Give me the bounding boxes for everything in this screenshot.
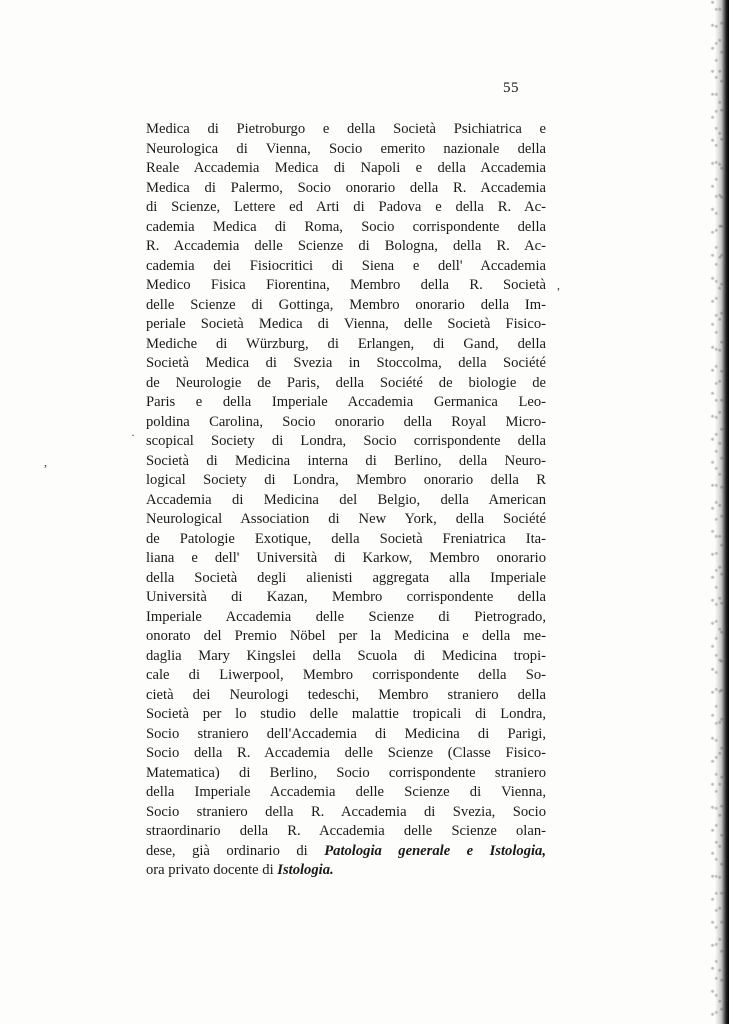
text-line: Neurologica di Vienna, Socio emerito nazionale della: [146, 140, 546, 157]
body-paragraph: [146, 120, 546, 881]
text-line: Socio straniero della R. Accademia di Svezia, Socio: [146, 803, 546, 820]
text-line: Socio straniero dell'Accademia di Medicina di Parigi,: [146, 725, 546, 742]
text-line: de Neurologie de Paris, della Société de biologie de: [146, 374, 546, 391]
text-line: della Società degli alienisti aggregata alla Imperiale: [146, 569, 546, 586]
text-line: Società di Medicina interna di Berlino, della Neuro-: [146, 452, 546, 469]
text-line: cademia dei Fisiocritici di Siena e dell' Accademia: [146, 257, 546, 274]
text-line: delle Scienze di Gottinga, Membro onorario della Im-: [146, 296, 546, 313]
italic-subject: Istologia.: [277, 862, 334, 878]
text-line: straordinario della R. Accademia delle Scienze olan-: [146, 823, 546, 839]
text-line: Matematica) di Berlino, Socio corrispondente straniero: [146, 764, 546, 781]
text-line: Società per lo studio delle malattie tropicali di Londra,: [146, 706, 546, 722]
text-line: Mediche di Würzburg, di Erlangen, di Gand, della: [146, 335, 546, 352]
text-line: Medica di Palermo, Socio onorario della R. Accademia: [146, 179, 546, 196]
text-line: R. Accademia delle Scienze di Bologna, della R. Ac-: [146, 238, 546, 254]
text-line-prefix: dese, già ordinario di: [146, 842, 325, 859]
text-line: [146, 861, 546, 881]
text-line: [146, 842, 546, 862]
scan-speck: ·: [131, 428, 135, 442]
text-line: liana e dell' Università di Karkow, Membro onorario: [146, 550, 546, 566]
text-line-prefix: ora privato docente di: [146, 862, 278, 878]
text-line: de Patologie Exotique, della Società Freniatrica Ita-: [146, 530, 546, 547]
text-line: Paris e della Imperiale Accademia Germanica Leo-: [146, 394, 546, 410]
text-line: scopical Society di Londra, Socio corrispondente della: [146, 433, 546, 449]
text-line: onorato del Premio Nöbel per la Medicina e della me-: [146, 628, 546, 644]
text-line: Medica di Pietroburgo e della Società Psichiatrica e: [146, 121, 546, 137]
text-line: Imperiale Accademia delle Scienze di Pietrogrado,: [146, 608, 546, 625]
scan-speck: ,: [557, 278, 560, 292]
text-line: Società Medica di Svezia in Stoccolma, della Société: [146, 355, 546, 371]
text-line: periale Società Medica di Vienna, delle Società Fisico-: [146, 316, 546, 332]
text-line: cale di Liwerpool, Membro corrispondente della So-: [146, 667, 546, 683]
text-line: daglia Mary Kingslei della Scuola di Medicina tropi-: [146, 647, 546, 664]
text-line: di Scienze, Lettere ed Arti di Padova e della R. Ac-: [146, 199, 546, 215]
page-number: 55: [503, 80, 519, 96]
text-line: logical Society di Londra, Membro onorario della R: [146, 472, 546, 488]
text-line: cademia Medica di Roma, Socio corrispondente della: [146, 218, 546, 235]
italic-subject: Patologia generale e Istologia,: [324, 842, 546, 859]
scan-speck: ,: [44, 455, 47, 469]
text-line: Accademia di Medicina del Belgio, della American: [146, 491, 546, 508]
text-line: della Imperiale Accademia delle Scienze di Vienna,: [146, 784, 546, 800]
text-line: Reale Accademia Medica di Napoli e della Accademia: [146, 160, 546, 176]
text-line: Università di Kazan, Membro corrispondente della: [146, 589, 546, 605]
text-line: Neurological Association di New York, della Société: [146, 511, 546, 527]
text-line: Socio della R. Accademia delle Scienze (Classe Fisico-: [146, 745, 546, 761]
text-line: poldina Carolina, Socio onorario della Royal Micro-: [146, 413, 546, 430]
scan-edge-speckle: [709, 0, 727, 1024]
text-line: cietà dei Neurologi tedeschi, Membro straniero della: [146, 686, 546, 703]
text-line: Medico Fisica Fiorentina, Membro della R. Società: [146, 277, 546, 293]
